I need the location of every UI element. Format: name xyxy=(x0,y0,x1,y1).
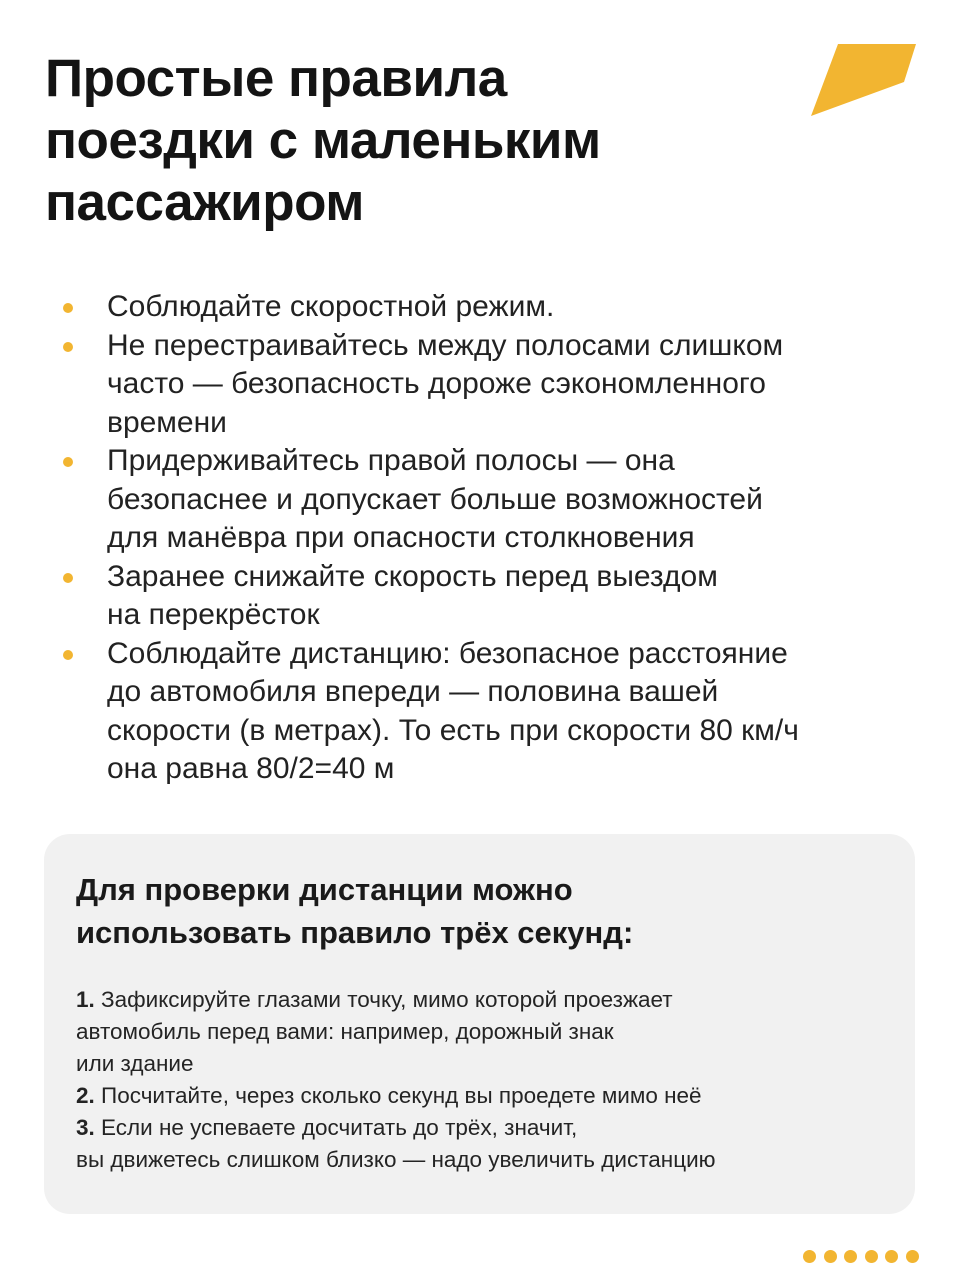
rule-text-line: часто — безопасность дороже сэкономленного xyxy=(107,367,766,400)
rule-text-line: Заранее снижайте скорость перед выездом xyxy=(107,559,718,593)
step-line xyxy=(76,1112,906,1144)
pager-dot[interactable] xyxy=(885,1250,898,1263)
title-line: Простые правила xyxy=(45,49,507,108)
list-item xyxy=(60,442,930,558)
rule-text-line: безопаснее и допускает больше возможностей xyxy=(107,482,763,516)
step-line: автомобиль перед вами: например, дорожный знак xyxy=(76,1019,614,1044)
bullet-icon xyxy=(63,650,73,660)
list-item xyxy=(60,558,930,635)
rule-text-line: Не перестраивайтесь между полосами слишком xyxy=(107,328,784,362)
pager-dot[interactable] xyxy=(803,1250,816,1263)
title-line: пассажиром xyxy=(45,173,364,232)
rule-text-line: до автомобиля впереди — половина вашей xyxy=(107,675,719,708)
rule-text-line: она равна 80/2=40 м xyxy=(107,752,395,785)
step-line: вы движетесь слишком близко — надо увеличить дистанцию xyxy=(76,1147,716,1172)
step-number: 3. xyxy=(76,1115,95,1140)
card-title-line: Для проверки дистанции можно xyxy=(76,872,573,907)
bullet-icon xyxy=(63,303,73,313)
rule-text-line: времени xyxy=(107,405,227,439)
three-second-rule-card xyxy=(44,834,915,1214)
pager-dot[interactable] xyxy=(824,1250,837,1263)
rule-text-line: скорости (в метрах). То есть при скорости 80 км/ч xyxy=(107,713,799,747)
step-line xyxy=(76,984,906,1016)
step-line xyxy=(76,1080,906,1112)
yellow-parallelogram-icon xyxy=(810,44,918,118)
rule-text-line: Соблюдайте дистанцию: безопасное расстояние xyxy=(107,636,788,670)
step-text: Зафиксируйте глазами точку, мимо которой проезжает xyxy=(94,987,673,1012)
bullet-icon xyxy=(63,342,73,352)
steps-list xyxy=(76,984,906,1176)
bullet-icon xyxy=(63,573,73,583)
page-title xyxy=(45,48,805,234)
card-title xyxy=(76,868,633,954)
step-number: 2. xyxy=(76,1083,95,1108)
rule-text-line: на перекрёсток xyxy=(107,598,320,631)
rules-list xyxy=(60,288,930,789)
step-line: или здание xyxy=(76,1051,194,1076)
step-number: 1. xyxy=(76,987,95,1012)
list-item xyxy=(60,288,930,327)
list-item xyxy=(60,327,930,443)
step-text: Посчитайте, через сколько секунд вы проедете мимо неё xyxy=(94,1083,702,1108)
step-text: Если не успеваете досчитать до трёх, значит, xyxy=(94,1115,578,1140)
title-line: поездки с маленьким xyxy=(45,111,601,170)
rule-text-line: для манёвра при опасности столкновения xyxy=(107,521,695,554)
bullet-icon xyxy=(63,457,73,467)
carousel-pager xyxy=(803,1250,919,1264)
rule-text-line: Соблюдайте скоростной режим. xyxy=(107,290,555,323)
pager-dot[interactable] xyxy=(865,1250,878,1263)
pager-dot[interactable] xyxy=(844,1250,857,1263)
pager-dot[interactable] xyxy=(906,1250,919,1263)
list-item xyxy=(60,635,930,789)
rule-text-line: Придерживайтесь правой полосы — она xyxy=(107,444,675,477)
card-title-line: использовать правило трёх секунд: xyxy=(76,915,634,950)
